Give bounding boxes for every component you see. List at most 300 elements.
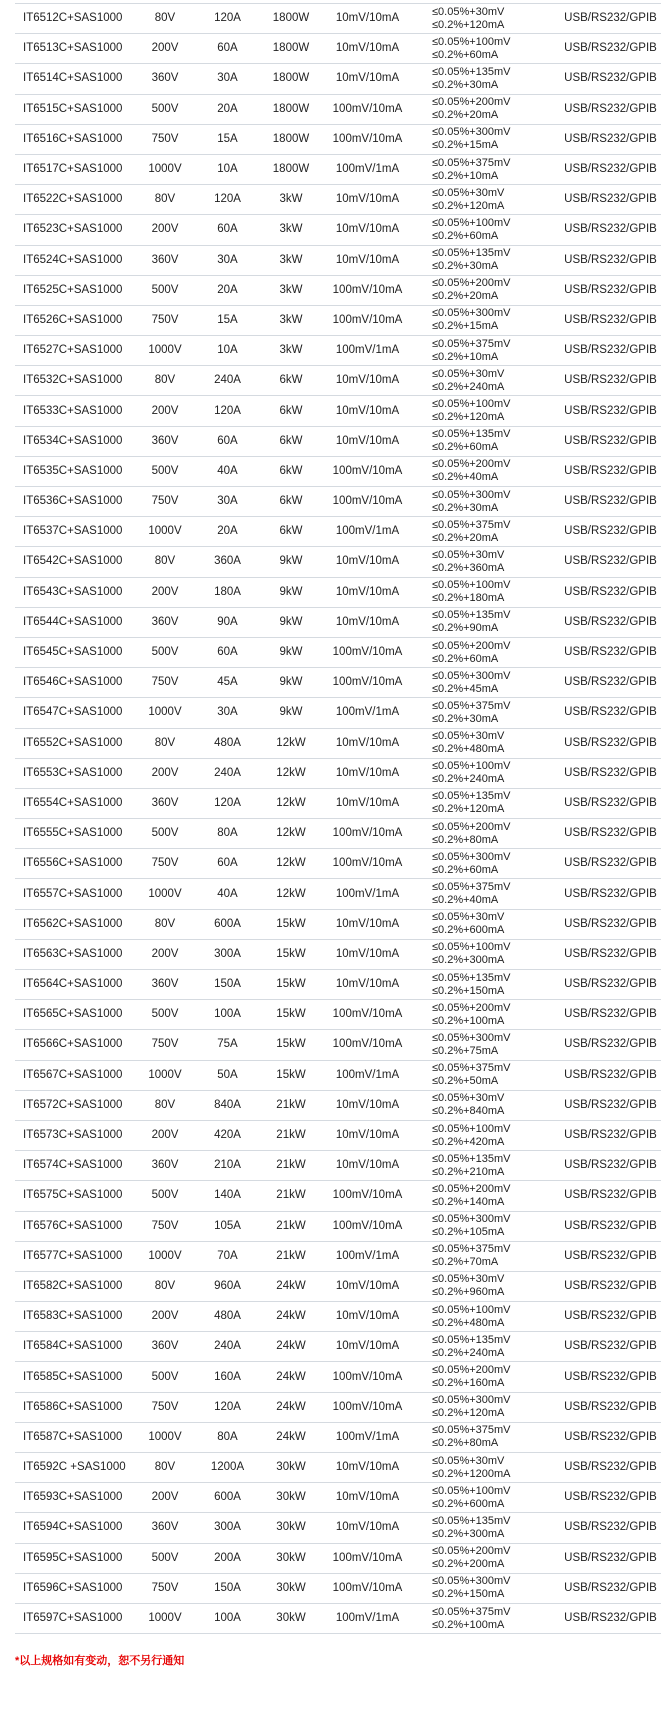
accuracy-line-2: ≤0.2%+30mA [432, 501, 499, 514]
accuracy-line-2: ≤0.2%+50mA [432, 1075, 499, 1088]
model-cell: IT6583C+SAS1000 [23, 1310, 123, 1323]
power-cell: 6kW [279, 374, 303, 387]
table-row [15, 1000, 661, 1030]
resolution-cell: 100mV/10mA [332, 676, 403, 689]
table-row [15, 34, 661, 64]
model-cell: IT6573C+SAS1000 [23, 1129, 123, 1142]
voltage-cell: 500V [151, 827, 179, 840]
current-cell: 160A [214, 1370, 241, 1383]
interface-cell: USB/RS232/GPIB [564, 102, 657, 115]
voltage-cell: 200V [151, 766, 179, 779]
accuracy-line-2: ≤0.2%+600mA [432, 1497, 505, 1510]
accuracy-line-1: ≤0.05%+200mV [432, 458, 511, 471]
accuracy-line-1: ≤0.05%+200mV [432, 820, 511, 833]
power-cell: 30kW [276, 1581, 306, 1594]
accuracy-cell [408, 1032, 554, 1058]
table-row [15, 427, 661, 457]
current-cell: 150A [214, 1581, 241, 1594]
table-row [15, 517, 661, 547]
voltage-cell: 1000V [148, 1249, 182, 1262]
interface-cell: USB/RS232/GPIB [564, 1249, 657, 1262]
model-cell: IT6597C+SAS1000 [23, 1612, 123, 1625]
accuracy-line-1: ≤0.05%+200mV [432, 1001, 511, 1014]
accuracy-line-1: ≤0.05%+100mV [432, 35, 511, 48]
current-cell: 75A [217, 1038, 238, 1051]
accuracy-line-1: ≤0.05%+375mV [432, 337, 511, 350]
voltage-cell: 80V [154, 555, 176, 568]
current-cell: 60A [217, 434, 238, 447]
current-cell: 30A [217, 253, 238, 266]
power-cell: 9kW [279, 615, 303, 628]
power-cell: 24kW [276, 1279, 306, 1292]
model-cell: IT6594C+SAS1000 [23, 1521, 123, 1534]
current-cell: 10A [217, 344, 238, 357]
table-row [15, 1423, 661, 1453]
voltage-cell: 360V [151, 1340, 179, 1353]
power-cell: 9kW [279, 555, 303, 568]
voltage-cell: 80V [154, 1098, 176, 1111]
power-cell: 3kW [279, 223, 303, 236]
accuracy-line-2: ≤0.2%+80mA [432, 1437, 499, 1450]
model-cell: IT6523C+SAS1000 [23, 223, 123, 236]
model-cell: IT6546C+SAS1000 [23, 676, 123, 689]
accuracy-line-1: ≤0.05%+135mV [432, 428, 511, 441]
voltage-cell: 80V [154, 736, 176, 749]
table-row [15, 457, 661, 487]
accuracy-line-2: ≤0.2%+10mA [432, 169, 499, 182]
interface-cell: USB/RS232/GPIB [564, 223, 657, 236]
voltage-cell: 360V [151, 72, 179, 85]
voltage-cell: 1000V [148, 1430, 182, 1443]
table-row [15, 366, 661, 396]
accuracy-line-1: ≤0.05%+100mV [432, 216, 511, 229]
accuracy-line-2: ≤0.2%+240mA [432, 1346, 505, 1359]
resolution-cell: 10mV/10mA [335, 736, 400, 749]
voltage-cell: 80V [154, 374, 176, 387]
accuracy-line-1: ≤0.05%+135mV [432, 1333, 511, 1346]
accuracy-cell [408, 368, 554, 394]
model-cell: IT6585C+SAS1000 [23, 1370, 123, 1383]
accuracy-cell [408, 1213, 554, 1239]
current-cell: 80A [217, 1430, 238, 1443]
voltage-cell: 750V [151, 676, 179, 689]
resolution-cell: 100mV/10mA [332, 1581, 403, 1594]
accuracy-line-1: ≤0.05%+135mV [432, 247, 511, 260]
voltage-cell: 500V [151, 1008, 179, 1021]
current-cell: 70A [217, 1249, 238, 1262]
table-row [15, 1121, 661, 1151]
model-cell: IT6537C+SAS1000 [23, 525, 123, 538]
interface-cell: USB/RS232/GPIB [564, 1430, 657, 1443]
model-cell: IT6543C+SAS1000 [23, 585, 123, 598]
accuracy-cell [408, 1123, 554, 1149]
accuracy-line-1: ≤0.05%+375mV [432, 1062, 511, 1075]
model-cell: IT6512C+SAS1000 [23, 12, 123, 25]
power-cell: 3kW [279, 313, 303, 326]
current-cell: 15A [217, 313, 238, 326]
voltage-cell: 750V [151, 132, 179, 145]
accuracy-cell [408, 1153, 554, 1179]
voltage-cell: 360V [151, 253, 179, 266]
accuracy-line-2: ≤0.2%+15mA [432, 320, 499, 333]
power-cell: 24kW [276, 1310, 306, 1323]
accuracy-line-2: ≤0.2%+180mA [432, 592, 505, 605]
voltage-cell: 500V [151, 1189, 179, 1202]
table-row [15, 1030, 661, 1060]
accuracy-line-2: ≤0.2%+60mA [432, 229, 499, 242]
power-cell: 12kW [276, 827, 306, 840]
table-row [15, 396, 661, 426]
model-cell: IT6554C+SAS1000 [23, 796, 123, 809]
power-cell: 30kW [276, 1612, 306, 1625]
table-row [15, 1393, 661, 1423]
accuracy-cell [408, 1334, 554, 1360]
model-cell: IT6532C+SAS1000 [23, 374, 123, 387]
accuracy-line-2: ≤0.2%+75mA [432, 1044, 499, 1057]
table-row [15, 849, 661, 879]
table-row [15, 547, 661, 577]
voltage-cell: 750V [151, 495, 179, 508]
model-cell: IT6525C+SAS1000 [23, 283, 123, 296]
current-cell: 420A [214, 1129, 241, 1142]
voltage-cell: 1000V [148, 887, 182, 900]
current-cell: 210A [214, 1159, 241, 1172]
accuracy-line-2: ≤0.2%+480mA [432, 743, 505, 756]
accuracy-line-1: ≤0.05%+375mV [432, 881, 511, 894]
table-row [15, 1181, 661, 1211]
accuracy-cell [408, 972, 554, 998]
accuracy-line-2: ≤0.2%+300mA [432, 954, 505, 967]
current-cell: 15A [217, 132, 238, 145]
interface-cell: USB/RS232/GPIB [564, 12, 657, 25]
power-cell: 15kW [276, 1008, 306, 1021]
resolution-cell: 100mV/10mA [332, 1189, 403, 1202]
voltage-cell: 360V [151, 615, 179, 628]
accuracy-line-1: ≤0.05%+30mV [432, 730, 505, 743]
model-cell: IT6533C+SAS1000 [23, 404, 123, 417]
model-cell: IT6566C+SAS1000 [23, 1038, 123, 1051]
voltage-cell: 200V [151, 1310, 179, 1323]
table-row [15, 698, 661, 728]
accuracy-line-1: ≤0.05%+135mV [432, 1514, 511, 1527]
resolution-cell: 10mV/10mA [335, 374, 400, 387]
table-row [15, 879, 661, 909]
accuracy-line-2: ≤0.2%+140mA [432, 1195, 505, 1208]
model-cell: IT6557C+SAS1000 [23, 887, 123, 900]
table-row [15, 185, 661, 215]
resolution-cell: 100mV/10mA [332, 313, 403, 326]
resolution-cell: 10mV/10mA [335, 1310, 400, 1323]
accuracy-line-1: ≤0.05%+30mV [432, 911, 505, 924]
model-cell: IT6526C+SAS1000 [23, 313, 123, 326]
accuracy-line-1: ≤0.05%+135mV [432, 65, 511, 78]
table-row [15, 1574, 661, 1604]
accuracy-line-2: ≤0.2%+120mA [432, 1407, 505, 1420]
table-row [15, 940, 661, 970]
model-cell: IT6544C+SAS1000 [23, 615, 123, 628]
accuracy-cell [408, 398, 554, 424]
power-cell: 12kW [276, 887, 306, 900]
current-cell: 60A [217, 646, 238, 659]
resolution-cell: 100mV/10mA [332, 1008, 403, 1021]
accuracy-cell [408, 1092, 554, 1118]
interface-cell: USB/RS232/GPIB [564, 404, 657, 417]
model-cell: IT6564C+SAS1000 [23, 978, 123, 991]
current-cell: 100A [214, 1008, 241, 1021]
current-cell: 240A [214, 766, 241, 779]
accuracy-line-2: ≤0.2%+200mA [432, 1558, 505, 1571]
resolution-cell: 10mV/10mA [335, 404, 400, 417]
current-cell: 30A [217, 706, 238, 719]
model-cell: IT6562C+SAS1000 [23, 917, 123, 930]
accuracy-cell [408, 519, 554, 545]
accuracy-line-1: ≤0.05%+300mV [432, 1394, 511, 1407]
voltage-cell: 200V [151, 1129, 179, 1142]
interface-cell: USB/RS232/GPIB [564, 1098, 657, 1111]
interface-cell: USB/RS232/GPIB [564, 72, 657, 85]
table-row [15, 578, 661, 608]
table-row [15, 1091, 661, 1121]
table-row [15, 638, 661, 668]
accuracy-cell [408, 1394, 554, 1420]
accuracy-cell [408, 1183, 554, 1209]
power-cell: 6kW [279, 495, 303, 508]
resolution-cell: 100mV/1mA [335, 1068, 400, 1081]
accuracy-cell [408, 730, 554, 756]
resolution-cell: 10mV/10mA [335, 585, 400, 598]
model-cell: IT6575C+SAS1000 [23, 1189, 123, 1202]
accuracy-cell [408, 96, 554, 122]
accuracy-line-1: ≤0.05%+30mV [432, 367, 505, 380]
current-cell: 200A [214, 1551, 241, 1564]
accuracy-line-1: ≤0.05%+300mV [432, 1575, 511, 1588]
accuracy-line-1: ≤0.05%+200mV [432, 639, 511, 652]
model-cell: IT6513C+SAS1000 [23, 42, 123, 55]
interface-cell: USB/RS232/GPIB [564, 132, 657, 145]
power-cell: 12kW [276, 796, 306, 809]
resolution-cell: 100mV/1mA [335, 1612, 400, 1625]
resolution-cell: 100mV/10mA [332, 495, 403, 508]
interface-cell: USB/RS232/GPIB [564, 1400, 657, 1413]
table-row [15, 1362, 661, 1392]
voltage-cell: 80V [154, 12, 176, 25]
voltage-cell: 750V [151, 313, 179, 326]
accuracy-line-2: ≤0.2%+360mA [432, 561, 505, 574]
current-cell: 840A [214, 1098, 241, 1111]
resolution-cell: 10mV/10mA [335, 1491, 400, 1504]
power-cell: 3kW [279, 253, 303, 266]
model-cell: IT6522C+SAS1000 [23, 193, 123, 206]
accuracy-cell [408, 458, 554, 484]
table-row [15, 608, 661, 638]
power-cell: 12kW [276, 736, 306, 749]
power-cell: 15kW [276, 978, 306, 991]
interface-cell: USB/RS232/GPIB [564, 1008, 657, 1021]
accuracy-cell [408, 1606, 554, 1632]
interface-cell: USB/RS232/GPIB [564, 676, 657, 689]
power-cell: 9kW [279, 676, 303, 689]
current-cell: 480A [214, 1310, 241, 1323]
resolution-cell: 100mV/10mA [332, 102, 403, 115]
current-cell: 960A [214, 1279, 241, 1292]
accuracy-cell [408, 187, 554, 213]
resolution-cell: 100mV/1mA [335, 1249, 400, 1262]
current-cell: 120A [214, 404, 241, 417]
model-cell: IT6565C+SAS1000 [23, 1008, 123, 1021]
accuracy-cell [408, 1575, 554, 1601]
voltage-cell: 200V [151, 42, 179, 55]
accuracy-line-1: ≤0.05%+375mV [432, 156, 511, 169]
resolution-cell: 10mV/10mA [335, 917, 400, 930]
interface-cell: USB/RS232/GPIB [564, 1491, 657, 1504]
model-cell: IT6563C+SAS1000 [23, 947, 123, 960]
model-cell: IT6572C+SAS1000 [23, 1098, 123, 1111]
model-cell: IT6552C+SAS1000 [23, 736, 123, 749]
interface-cell: USB/RS232/GPIB [564, 736, 657, 749]
accuracy-line-1: ≤0.05%+100mV [432, 1484, 511, 1497]
resolution-cell: 10mV/10mA [335, 1340, 400, 1353]
table-row [15, 1151, 661, 1181]
accuracy-cell [408, 1545, 554, 1571]
table-row [15, 1272, 661, 1302]
interface-cell: USB/RS232/GPIB [564, 344, 657, 357]
accuracy-line-2: ≤0.2%+20mA [432, 531, 499, 544]
power-cell: 1800W [272, 163, 310, 176]
interface-cell: USB/RS232/GPIB [564, 1129, 657, 1142]
resolution-cell: 10mV/10mA [335, 1279, 400, 1292]
accuracy-line-2: ≤0.2%+30mA [432, 260, 499, 273]
accuracy-cell [408, 1515, 554, 1541]
voltage-cell: 500V [151, 1370, 179, 1383]
table-row [15, 64, 661, 94]
power-cell: 15kW [276, 947, 306, 960]
power-cell: 30kW [276, 1491, 306, 1504]
accuracy-line-1: ≤0.05%+30mV [432, 548, 505, 561]
interface-cell: USB/RS232/GPIB [564, 827, 657, 840]
table-row [15, 1483, 661, 1513]
current-cell: 600A [214, 1491, 241, 1504]
voltage-cell: 1000V [148, 525, 182, 538]
accuracy-cell [408, 1304, 554, 1330]
power-cell: 12kW [276, 766, 306, 779]
model-cell: IT6517C+SAS1000 [23, 163, 123, 176]
model-cell: IT6574C+SAS1000 [23, 1159, 123, 1172]
accuracy-line-1: ≤0.05%+135mV [432, 1152, 511, 1165]
accuracy-line-1: ≤0.05%+100mV [432, 398, 511, 411]
accuracy-line-1: ≤0.05%+100mV [432, 760, 511, 773]
power-cell: 6kW [279, 464, 303, 477]
model-cell: IT6587C+SAS1000 [23, 1430, 123, 1443]
voltage-cell: 80V [154, 1279, 176, 1292]
accuracy-cell [408, 1243, 554, 1269]
accuracy-cell [408, 640, 554, 666]
resolution-cell: 10mV/10mA [335, 1461, 400, 1474]
resolution-cell: 100mV/1mA [335, 887, 400, 900]
accuracy-line-2: ≤0.2%+420mA [432, 1135, 505, 1148]
interface-cell: USB/RS232/GPIB [564, 1461, 657, 1474]
table-row [15, 155, 661, 185]
interface-cell: USB/RS232/GPIB [564, 1189, 657, 1202]
accuracy-line-1: ≤0.05%+30mV [432, 1273, 505, 1286]
model-cell: IT6595C+SAS1000 [23, 1551, 123, 1564]
interface-cell: USB/RS232/GPIB [564, 253, 657, 266]
accuracy-cell [408, 36, 554, 62]
voltage-cell: 1000V [148, 344, 182, 357]
resolution-cell: 10mV/10mA [335, 1521, 400, 1534]
accuracy-line-1: ≤0.05%+200mV [432, 1364, 511, 1377]
model-cell: IT6567C+SAS1000 [23, 1068, 123, 1081]
accuracy-line-1: ≤0.05%+200mV [432, 1182, 511, 1195]
accuracy-cell [408, 821, 554, 847]
voltage-cell: 80V [154, 193, 176, 206]
resolution-cell: 100mV/10mA [332, 1400, 403, 1413]
model-cell: IT6545C+SAS1000 [23, 646, 123, 659]
interface-cell: USB/RS232/GPIB [564, 857, 657, 870]
table-row [15, 1212, 661, 1242]
interface-cell: USB/RS232/GPIB [564, 947, 657, 960]
accuracy-line-1: ≤0.05%+375mV [432, 699, 511, 712]
interface-cell: USB/RS232/GPIB [564, 495, 657, 508]
power-cell: 21kW [276, 1189, 306, 1202]
current-cell: 120A [214, 193, 241, 206]
current-cell: 150A [214, 978, 241, 991]
resolution-cell: 100mV/1mA [335, 706, 400, 719]
table-row [15, 1513, 661, 1543]
power-cell: 15kW [276, 1038, 306, 1051]
resolution-cell: 10mV/10mA [335, 1159, 400, 1172]
accuracy-line-2: ≤0.2%+120mA [432, 411, 505, 424]
current-cell: 480A [214, 736, 241, 749]
accuracy-line-2: ≤0.2%+150mA [432, 984, 505, 997]
power-cell: 30kW [276, 1551, 306, 1564]
accuracy-line-2: ≤0.2%+240mA [432, 773, 505, 786]
resolution-cell: 100mV/10mA [332, 1370, 403, 1383]
accuracy-line-1: ≤0.05%+300mV [432, 488, 511, 501]
resolution-cell: 100mV/1mA [335, 1430, 400, 1443]
accuracy-cell [408, 1485, 554, 1511]
resolution-cell: 100mV/10mA [332, 132, 403, 145]
accuracy-line-1: ≤0.05%+300mV [432, 1213, 511, 1226]
accuracy-line-2: ≤0.2%+40mA [432, 894, 499, 907]
current-cell: 120A [214, 796, 241, 809]
accuracy-cell [408, 428, 554, 454]
interface-cell: USB/RS232/GPIB [564, 1370, 657, 1383]
table-row [15, 759, 661, 789]
accuracy-cell [408, 277, 554, 303]
accuracy-line-2: ≤0.2%+60mA [432, 863, 499, 876]
voltage-cell: 750V [151, 1581, 179, 1594]
interface-cell: USB/RS232/GPIB [564, 555, 657, 568]
voltage-cell: 80V [154, 917, 176, 930]
accuracy-line-2: ≤0.2%+40mA [432, 471, 499, 484]
voltage-cell: 360V [151, 796, 179, 809]
accuracy-cell [408, 670, 554, 696]
current-cell: 300A [214, 1521, 241, 1534]
resolution-cell: 100mV/1mA [335, 163, 400, 176]
accuracy-line-1: ≤0.05%+200mV [432, 1545, 511, 1558]
current-cell: 50A [217, 1068, 238, 1081]
current-cell: 300A [214, 947, 241, 960]
power-cell: 21kW [276, 1129, 306, 1142]
voltage-cell: 360V [151, 978, 179, 991]
voltage-cell: 500V [151, 646, 179, 659]
accuracy-cell [408, 1062, 554, 1088]
accuracy-line-2: ≤0.2%+100mA [432, 1618, 505, 1631]
accuracy-line-2: ≤0.2%+20mA [432, 290, 499, 303]
current-cell: 140A [214, 1189, 241, 1202]
voltage-cell: 500V [151, 283, 179, 296]
accuracy-line-1: ≤0.05%+135mV [432, 790, 511, 803]
